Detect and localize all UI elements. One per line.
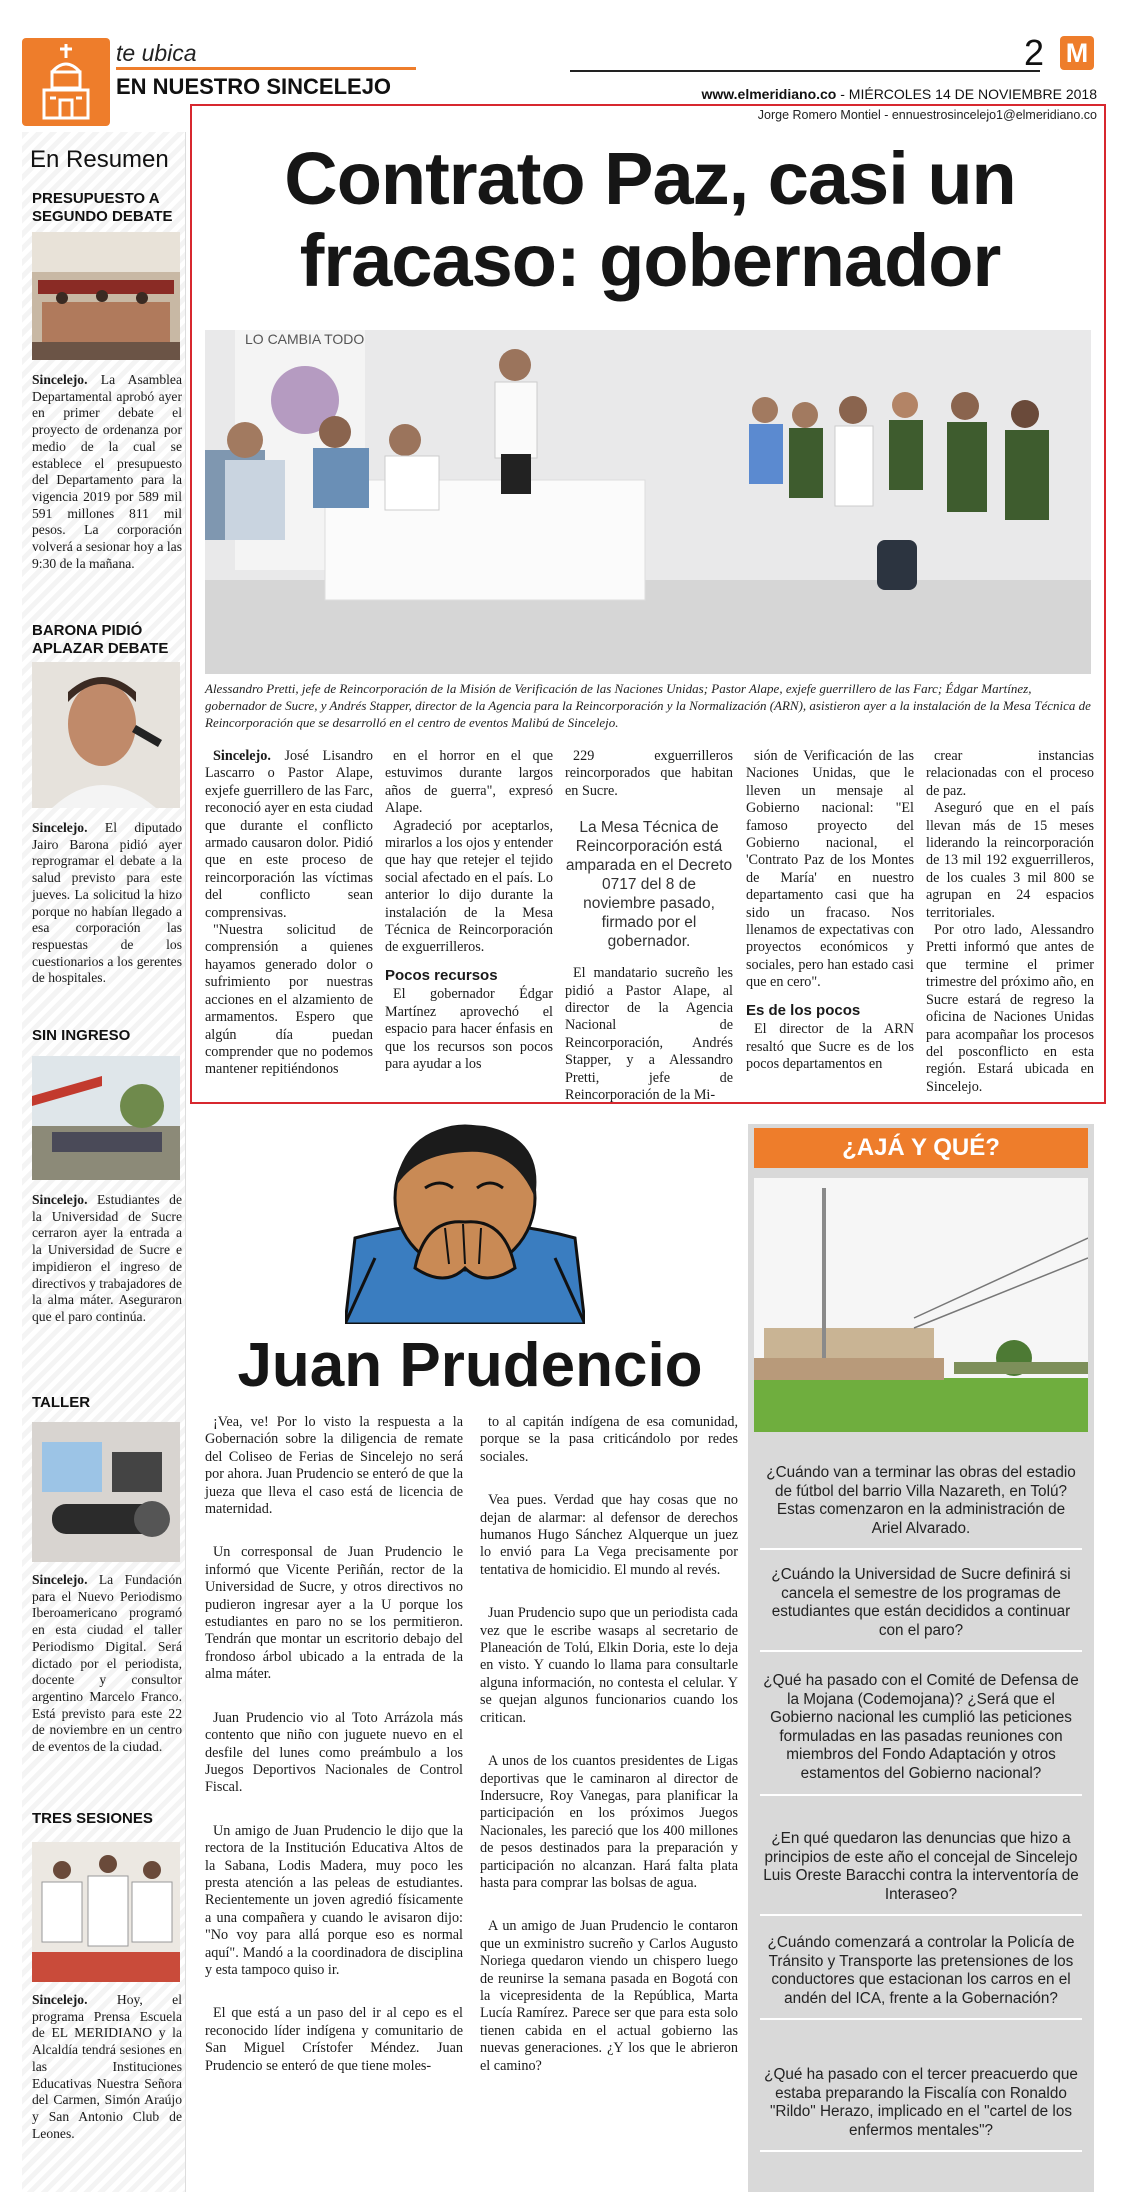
aja-question: ¿En qué quedaron las denuncias que hizo a principios de este año el concejal de Sincelejo Luis Oreste Baracchi contra la interventoría de Interaseo? <box>760 1820 1082 1916</box>
aja-question: ¿Qué ha pasado con el tercer preacuerdo que estaba preparando la Fiscalía con Ronaldo "Rildo" Herazo, implicado en el "cartel de los enfermos mentales"? <box>760 2056 1082 2152</box>
brief-heading: PRESUPUESTO A SEGUNDO DEBATE <box>32 190 173 225</box>
byline: Jorge Romero Montiel - ennuestrosincelejo1@elmeridiano.co <box>757 108 1097 122</box>
section-subtitle: te ubica <box>116 40 197 66</box>
brief-heading: TALLER <box>32 1394 91 1411</box>
pull-quote: La Mesa Técnica de Reincorporación está amparada en el Decreto 0717 del 8 de noviembre pasado, firmado por el gobernador. <box>565 819 733 951</box>
gossip-column-right: to al capitán indígena de esa comunidad, porque se la pasa criticándolo por redes sociales. Vea pues. Verdad que hay cosas que no dejan de alarmar: al defensor de derechos humanos Hugo Sánchez Alquerque un juez lo envió para La Vega precisamente por tentativa de homicidio. El mundo al revés. Juan Prudencio supo que un periodista cada vez que le escribe wasaps al secretario de Planeación de Tolú, Elkin Doria, este lo deja en visto. Y cuando lo llama para consultarle alguna información, no contesta el celular. Y se quejan algunos funcionarios cuando los critican. A unos de los cuantos presidentes de Ligas deportivas que le caminaron al director de Indersucre, Roy Vanegas, para planificar la participación en los próximos Juegos Nacionales, les pareció que los 400 millones de pesos destinados para la preparación y participación no alcanzan. Hará falta plata hasta para comprar las bolsas de agua. A un amigo de Juan Prudencio le contaron que un exministro sucreño y Carlos Augusto Noriega quedaron viendo un chispero luego de reunirse la semana pasada en Bogotá con la vicepresidenta de la República, Marta Lucía Ramírez. Parece ser que para esta solo tienen cabida en el actual gobierno las nuevas generaciones. ¿Y los que le abrieron el camino? <box>480 1414 738 2074</box>
brief-text: Sincelejo. Estudiantes de la Universidad de Sucre cerraron ayer la entrada a la Universidad de Sucre e impidieron el ingreso de directivos y trabajadores de la alma máter. Aseguraron que el paro continúa. <box>32 1192 182 1324</box>
brief-text: Sincelejo. El diputado Jairo Barona pidió ayer reprogramar el debate a la salud previsto para este jueves. La solicitud la hizo porque no habían llegado a esa corporación las respuestas de los cuestionarios a los gerentes de hospitales. <box>32 820 182 986</box>
protest-photo <box>32 1056 180 1180</box>
site-url[interactable]: www.elmeridiano.co <box>701 86 837 102</box>
column-title: Juan Prudencio <box>237 1331 703 1400</box>
article-column-2: en el horror en el que estuvimos durante largos años de guerra", expresó Alape. Agradeció por aceptarlos, mirarlos a los ojos y entender que hay que retejer el tejido social afectado en el país. Lo anterior lo dijo durante la instalación de la Mesa Técnica de Reincorporación de exguerrilleros. Pocos recursos El gobernador Édgar Martínez aprovechó el espacio para hacer énfasis en que los recursos son pocos para ayudar a los <box>385 748 553 1072</box>
gossip-column-left: ¡Vea, ve! Por lo visto la respuesta a la Gobernación sobre la diligencia de remate del Coliseo de Ferias de Sincelejo no será por ahora. Juan Prudencio se enteró de que la jueza que lleva el caso está de licencia de maternidad. Un corresponsal de Juan Prudencio le informó que Vicente Periñán, rector de la Universidad de Sucre, y otros directivos no pudieron ingresar ayer a la U porque los estudiantes en paro no se los permitieron. Tendrán que montar un escritorio debajo del frondoso árbol ubicado a la entrada de la alma máter. Juan Prudencio vio al Toto Arrázola más contento que niño con juguete nuevo en el desfile del lunes como preámbulo a los Juegos Deportivos Nacionales de Control Fiscal. Un amigo de Juan Prudencio le dijo que la rectora de la Institución Educativa Altos de la Sabana, Lodis Madera, muy poco les presta atención a las peleas de estudiantes. Recientemente un joven agredió físicamente a una compañera y cuando le avisaron dijo: "No voy para allá porque eso es normal aquí". Mandó a la coordinadora de disciplina y esta tampoco quiso ir. El que está a un paso del ir al cepo es el reconocido líder indígena y comunitario de San Miguel Crístofer Méndez. Juan Prudencio se enteró de que tiene moles- <box>205 1414 463 2074</box>
article-photo <box>205 330 1091 674</box>
dateline <box>702 86 1098 102</box>
article-column-4: sión de Verificación de las Naciones Unidas, que le lleven un mensaje al Gobierno nacional: "El famoso proyecto del Gobierno nacional, el 'Contrato Paz de los Montes de María' en nuestro departamento casi que ha sido un fracaso. Nos llenamos de expectativas con proyectos económicos y sociales, pero han estado casi que en cero". Es de los pocos El director de la ARN resaltó que Sucre es de los pocos departamentos en <box>746 748 914 1072</box>
section-title: EN NUESTRO SINCELEJO <box>116 74 392 99</box>
article-column-3: 229 exguerrilleros reincorporados que habitan en Sucre. La Mesa Técnica de Reincorporación está amparada en el Decreto 0717 del 8 de noviembre pasado, firmado por el gobernador. El mandatario sucreño les pidió a Pastor Alape, al director de la Agencia Nacional de Reincorporación, Andrés Stapper, y a Alessandro Pretti, jefe de Reincorporación de la Mi- <box>565 748 733 1104</box>
page-number: 2 <box>1024 32 1045 73</box>
aja-y-que-box <box>748 1124 1094 2192</box>
assembly-photo <box>32 232 180 360</box>
brief-heading: TRES SESIONES <box>32 1810 153 1827</box>
subheading: Pocos recursos <box>385 966 498 984</box>
headline: Contrato Paz, casi un fracaso: gobernador <box>284 137 1016 302</box>
banner-text: LO CAMBIA TODO <box>245 331 365 347</box>
brief-text: Sincelejo. Hoy, el programa Prensa Escuela de EL MERIDIANO y la Alcaldía tendrá sesiones en las Instituciones Educativas Nuestra Señora del Carmen, Simón Araújo y San Antonio Club de Leones. <box>32 1992 182 2141</box>
church-logo-icon <box>22 38 110 126</box>
sidebar-en-resumen <box>22 132 186 2192</box>
microphone-photo <box>32 1422 180 1562</box>
aja-question: ¿Cuándo comenzará a controlar la Policía de Tránsito y Transporte las pretensiones de los conductores que estacionan los carros en el andén del ICA, frente a la Gobernación? <box>760 1924 1082 2020</box>
brief-text: Sincelejo. La Fundación para el Nuevo Periodismo Iberoamericano programó en esta ciudad el taller Periodismo Digital. Será dictado por el periodista, docente y consultor argentino Marcelo Franco. Está previsto para este 22 de noviembre en un centro de eventos de la ciudad. <box>32 1572 182 1755</box>
sidebar-title: En Resumen <box>30 146 169 173</box>
aja-title: ¿AJÁ Y QUÉ? <box>754 1128 1088 1168</box>
aja-question: ¿Cuándo la Universidad de Sucre definirá si cancela el semestre de los programas de estudiantes que están decididos a continuar con el paro? <box>760 1556 1082 1652</box>
portrait-photo <box>32 662 180 808</box>
meridiano-logo: M <box>1060 36 1094 70</box>
section-rule <box>116 67 416 70</box>
brief-heading: BARONA PIDIÓ APLAZAR DEBATE <box>32 622 169 657</box>
article-column-1: Sincelejo. José Lisandro Lascarro o Pastor Alape, exjefe guerrillero de las Farc, reconoció ayer en esta ciudad que durante el conflicto armado causaron dolor. Pidió que en este proceso de reincorporación las víctimas del conflicto sean comprensivas. "Nuestra solicitud de comprensión a quienes hayamos generado dolor o sufrimiento por nuestras acciones en el alzamiento de armamentos. Espero que algún día puedan comprender que no podemos mantener repitiéndonos <box>205 748 373 1078</box>
aja-question: ¿Cuándo van a terminar las obras del estadio de fútbol del barrio Villa Nazareth, en Tolú? Estas comenzaron en la administración de Ariel Alvarado. <box>760 1454 1082 1550</box>
stadium-photo <box>754 1178 1088 1432</box>
photo-caption: Alessandro Pretti, jefe de Reincorporación de la Misión de Verificación de las Naciones Unidas; Pastor Alape, exjefe guerrillero de las Farc; Édgar Martínez, gobernador de Sucre, y Andrés Stapper, director de la Agencia para la Reincorporación y la Normalización (ARN), asistieron ayer a la instalación de la Mesa Técnica de Reincorporación que se desarrolló en el centro de eventos Malibú de Sincelejo. <box>205 681 1091 730</box>
issue-date: - MIÉRCOLES 14 DE NOVIEMBRE 2018 <box>836 86 1097 102</box>
students-photo <box>32 1842 180 1982</box>
brief-text: Sincelejo. La Asamblea Departamental aprobó ayer en primer debate el proyecto de ordenanza por medio de la cual se establece el presupuesto del Departamento para la vigencia 2019 por 589 mil 591 millones 811 mil pesos. La corporación volverá a sesionar hoy a las 9:30 de la mañana. <box>32 372 182 571</box>
article-column-5: crear instancias relacionadas con el proceso de paz. Aseguró que en el país llevan más de 15 meses liderando la reincorporación de 13 mil 192 exguerrilleros, de los cuales 3 mil 800 se agrupan en 24 espacios territoriales. Por otro lado, Alessandro Pretti informó que antes de que termine el primer trimestre del próximo año, en Sucre estará de regreso la oficina de Naciones Unidas para acompañar los procesos del posconflicto en esta región. Estará ubicada en Sincelejo. <box>926 748 1094 1095</box>
top-rule <box>570 70 1040 72</box>
aja-question: ¿Qué ha pasado con el Comité de Defensa de la Mojana (Codemojana)? ¿Será que el Gobierno nacional les cumplió las peticiones formuladas en las pasadas reuniones con miembros del Fondo Adaptación y otros estamentos del Gobierno nacional? <box>760 1662 1082 1796</box>
subheading: Es de los pocos <box>746 1001 861 1019</box>
brief-heading: SIN INGRESO <box>32 1027 131 1044</box>
juan-prudencio-illustration <box>345 1118 585 1324</box>
